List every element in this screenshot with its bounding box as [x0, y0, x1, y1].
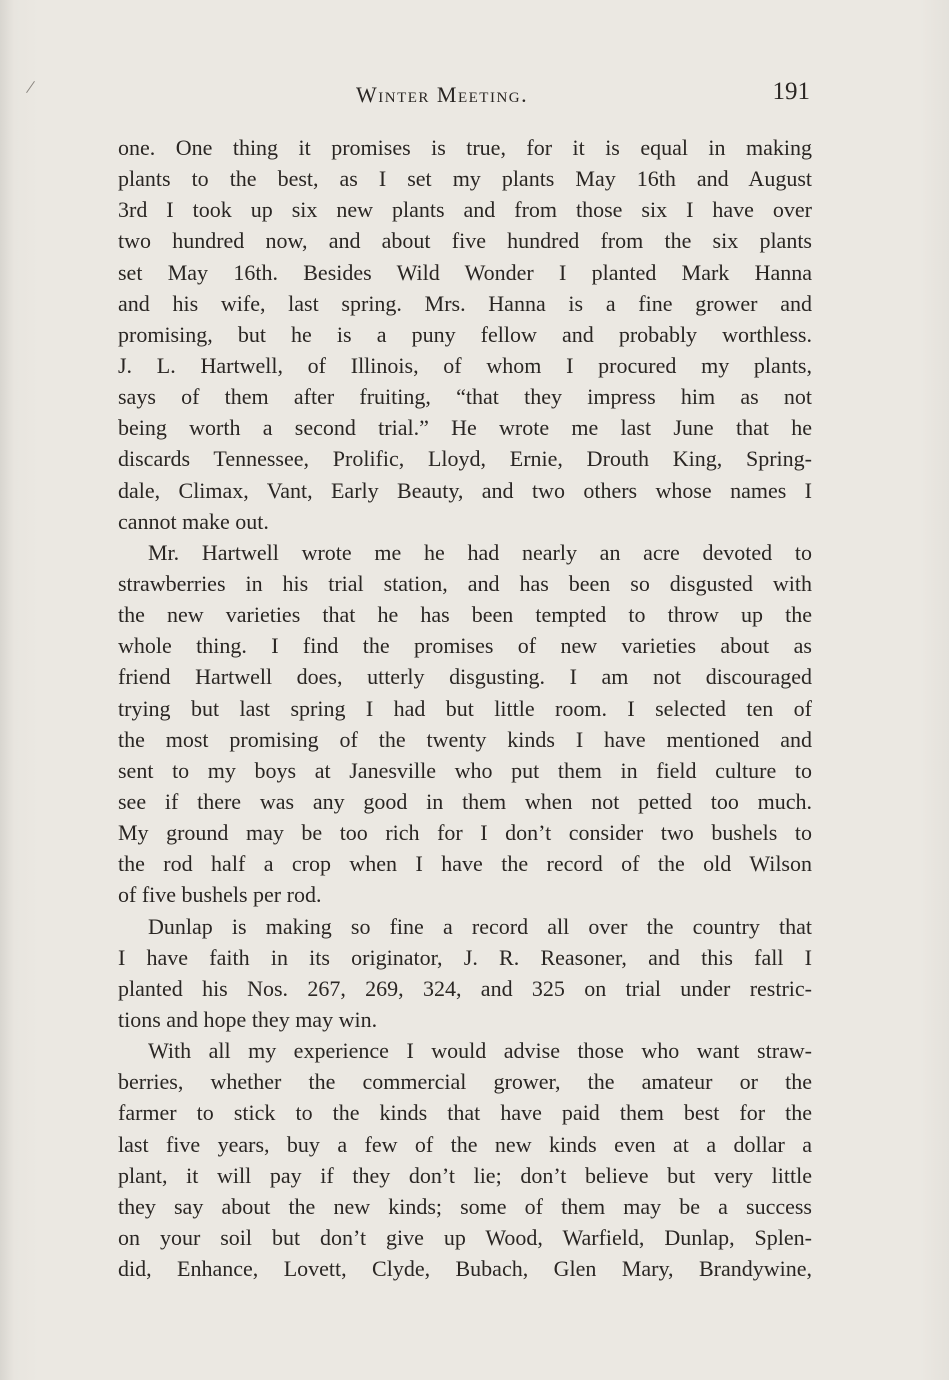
text-line: berries, whether the commercial grower, the amateur or the [118, 1069, 812, 1095]
text-line: see if there was any good in them when not petted too much. [118, 788, 812, 814]
running-head [118, 78, 812, 118]
text-line: on your soil but don’t give up Wood, Warfield, Dunlap, Splen- [118, 1224, 812, 1250]
body-text [118, 132, 812, 1284]
text-line: the rod half a crop when I have the record of the old Wilson [118, 851, 812, 877]
text-line: trying but last spring I had but little room. I selected ten of [118, 695, 812, 721]
text-line: discards Tennessee, Prolific, Lloyd, Ernie, Drouth King, Spring- [118, 446, 812, 472]
margin-mark [26, 81, 35, 93]
paragraph-start-line: With all my experience I would advise those who want straw- [148, 1038, 812, 1064]
text-line: whole thing. I find the promises of new varieties about as [118, 633, 812, 659]
text-line: two hundred now, and about five hundred from the six plants [118, 228, 812, 254]
text-line: being worth a second trial.” He wrote me last June that he [118, 415, 812, 441]
text-line: sent to my boys at Janesville who put them in field culture to [118, 757, 812, 783]
text-line: the new varieties that he has been tempted to throw up the [118, 602, 812, 628]
text-line: 3rd I took up six new plants and from those six I have over [118, 197, 812, 223]
text-line: friend Hartwell does, utterly disgusting. I am not discouraged [118, 664, 812, 690]
text-line: planted his Nos. 267, 269, 324, and 325 on trial under restric- [118, 975, 812, 1001]
text-line: did, Enhance, Lovett, Clyde, Bubach, Glen Mary, Brandywine, [118, 1256, 812, 1282]
text-line: says of them after fruiting, “that they impress him as not [118, 384, 812, 410]
paragraph-start-line: Dunlap is making so fine a record all over the country that [148, 913, 812, 939]
text-line: one. One thing it promises is true, for it is equal in making [118, 135, 812, 160]
text-line: the most promising of the twenty kinds I have mentioned and [118, 726, 812, 752]
text-line: plant, it will pay if they don’t lie; don’t believe but very little [118, 1162, 812, 1188]
text-line: strawberries in his trial station, and has been so disgusted with [118, 570, 812, 596]
paragraph-end-line: of five bushels per rod. [118, 882, 322, 908]
running-head-title: Winter Meeting. [356, 82, 529, 107]
text-line: dale, Climax, Vant, Early Beauty, and two others whose names I [118, 477, 812, 503]
text-line: set May 16th. Besides Wild Wonder I planted Mark Hanna [118, 259, 812, 285]
text-line: they say about the new kinds; some of them may be a success [118, 1193, 812, 1219]
paragraph-end-line: tions and hope they may win. [118, 1006, 378, 1032]
text-line: and his wife, last spring. Mrs. Hanna is a fine grower and [118, 290, 812, 316]
text-line: promising, but he is a puny fellow and probably worthless. [118, 321, 812, 347]
text-line: J. L. Hartwell, of Illinois, of whom I procured my plants, [118, 352, 812, 378]
text-line: farmer to stick to the kinds that have paid them best for the [118, 1100, 812, 1126]
text-line: plants to the best, as I set my plants May 16th and August [118, 166, 812, 192]
page-number: 191 [772, 78, 810, 105]
paragraph-end-line: cannot make out. [118, 508, 269, 534]
paragraph-start-line: Mr. Hartwell wrote me he had nearly an acre devoted to [148, 539, 812, 565]
text-line: My ground may be too rich for I don’t consider two bushels to [118, 820, 812, 846]
text-line: I have faith in its originator, J. R. Reasoner, and this fall I [118, 944, 812, 970]
text-line: last five years, buy a few of the new kinds even at a dollar a [118, 1131, 812, 1157]
